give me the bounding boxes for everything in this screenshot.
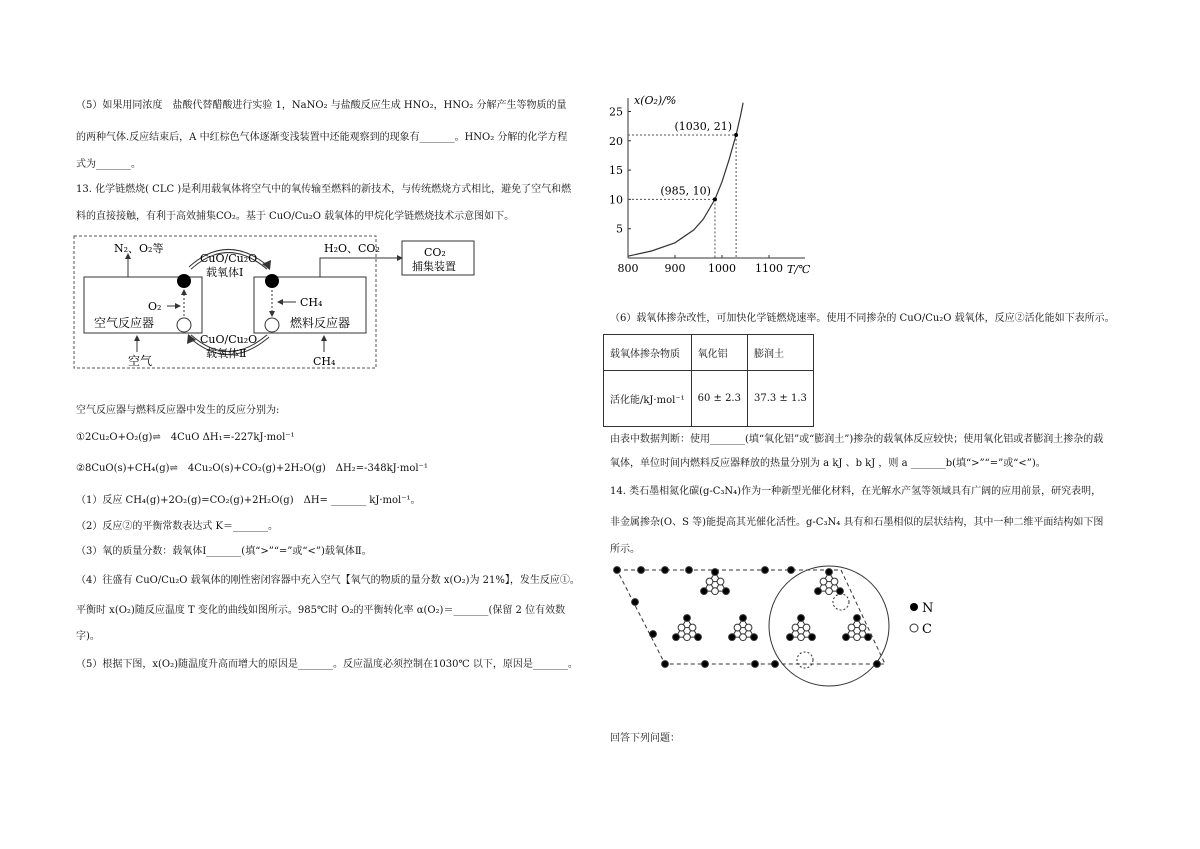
legend-n-label: N bbox=[922, 601, 934, 616]
n-atom bbox=[632, 599, 639, 606]
ch4-label: CH₄ bbox=[313, 355, 336, 368]
clc-diagram bbox=[72, 232, 482, 374]
carrier1-b: 载氧体Ⅰ bbox=[206, 266, 244, 279]
n-atom bbox=[772, 661, 779, 668]
q13-line1: 13. 化学链燃烧( CLC )是利用载氧体将空气中的氧传输至燃料的新技术，与传统燃烧方式相比，避免了空气和燃 bbox=[76, 184, 572, 195]
sub-question-2: （2）反应②的平衡常数表达式 K＝_______。 bbox=[76, 521, 279, 532]
n-atom bbox=[843, 634, 850, 641]
h2o-co2-label: H₂O、CO₂ bbox=[324, 242, 380, 255]
n-atom bbox=[684, 615, 691, 622]
y-tick-label: 25 bbox=[609, 105, 623, 119]
c-atom bbox=[745, 624, 752, 631]
n-atom bbox=[729, 634, 736, 641]
c-atom bbox=[820, 578, 827, 585]
x-axis-label: T/℃ bbox=[787, 263, 811, 276]
c-atom bbox=[689, 624, 696, 631]
c-atom bbox=[740, 634, 747, 641]
data-point bbox=[734, 133, 738, 137]
capture-label: 捕集装置 bbox=[412, 260, 456, 273]
x-tick-label: 800 bbox=[617, 262, 639, 275]
dopant-site-circle-2 bbox=[797, 652, 813, 668]
n-atom bbox=[826, 569, 833, 576]
q14-line2: 非金属掺杂(O、S 等)能提高其光催化活性。g-C₃N₄ 具有和石墨相似的层状结构，其中一种二维平面结构如下图 bbox=[610, 517, 1104, 528]
legend-c-dot bbox=[910, 624, 918, 632]
n-atom bbox=[874, 661, 881, 668]
sub-question-5: （5）根据下图，x(O₂)随温度升高而增大的原因是_______。反应温度必须控制在1030℃ 以下，原因是_______。 bbox=[76, 659, 578, 670]
n-atom bbox=[662, 661, 669, 668]
n-atom bbox=[854, 615, 861, 622]
x-tick-label: 1000 bbox=[708, 262, 736, 275]
c-atom bbox=[684, 634, 691, 641]
fuel-reactor-label: 燃料反应器 bbox=[290, 316, 351, 330]
n-atom bbox=[723, 588, 730, 595]
reaction-2: ②8CuO(s)+CH₄(g)⇌ 4Cu₂O(s)+CO₂(g)+2H₂O(g) ΔH₂=-348kJ·mol⁻¹ bbox=[76, 463, 428, 474]
sub-question-4-line3: 字)。 bbox=[76, 631, 100, 642]
carrier-ball-filled-left bbox=[177, 274, 191, 288]
answer-prompt: 回答下列问题： bbox=[610, 733, 680, 744]
carrier2-b: 载氧体Ⅱ bbox=[206, 347, 247, 360]
air-label: 空气 bbox=[128, 354, 153, 368]
ch4-in-label: CH₄ bbox=[300, 296, 323, 309]
n-atom bbox=[752, 661, 759, 668]
y-tick-label: 10 bbox=[609, 193, 623, 207]
c-atom bbox=[678, 624, 685, 631]
air-reactor-label: 空气反应器 bbox=[94, 316, 155, 330]
table-header-bentonite: 膨润土 bbox=[747, 335, 813, 371]
point-label: (985, 10) bbox=[660, 184, 711, 198]
n-atom bbox=[702, 661, 709, 668]
y-axis-label: x(O₂)/% bbox=[634, 94, 677, 107]
carrier-ball-filled-right bbox=[265, 274, 279, 288]
n-atom bbox=[751, 634, 758, 641]
carrier2-a: CuO/Cu₂O bbox=[200, 333, 258, 346]
table-cell-bentonite: 37.3 ± 1.3 bbox=[747, 371, 813, 427]
c-atom bbox=[792, 624, 799, 631]
c-atom bbox=[848, 624, 855, 631]
q5-line2: 的两种气体.反应结束后，A 中红棕色气体逐渐变浅装置中还能观察到的现象有_______。HNO₂ 分解的化学方程 bbox=[76, 132, 568, 143]
q5-line3: 式为_______。 bbox=[76, 159, 141, 170]
n-atom bbox=[787, 634, 794, 641]
c-atom bbox=[712, 588, 719, 595]
reactions-intro: 空气反应器与燃料反应器中发生的反应分别为: bbox=[76, 405, 280, 416]
q14-line3: 所示。 bbox=[610, 544, 640, 555]
n-atom bbox=[695, 634, 702, 641]
o2-label: O₂ bbox=[148, 300, 162, 313]
n-atom bbox=[673, 634, 680, 641]
n-atom bbox=[712, 569, 719, 576]
n-atom bbox=[837, 588, 844, 595]
n-atom bbox=[815, 588, 822, 595]
y-tick-label: 15 bbox=[609, 164, 623, 178]
legend-c-label: C bbox=[922, 622, 932, 637]
n-atom bbox=[865, 634, 872, 641]
n-atom bbox=[650, 631, 657, 638]
n2o2-label: N₂、O₂等 bbox=[114, 242, 164, 255]
n-atom bbox=[701, 588, 708, 595]
table-header-dopant: 载氧体掺杂物质 bbox=[604, 335, 692, 371]
sub-question-4-line2: 平衡时 x(O₂)随反应温度 T 变化的曲线如图所示。985℃时 O₂的平衡转化率 α(O₂)＝_______(保留 2 位有效数 bbox=[76, 605, 566, 616]
n-atom bbox=[798, 615, 805, 622]
g-c3n4-structure bbox=[605, 562, 945, 707]
n-atom bbox=[740, 615, 747, 622]
sub-question-4-line1: （4）往盛有 CuO/Cu₂O 载氧体的刚性密闭容器中充入空气【氧气的物质的量分数 x(O₂)为 21%】，发生反应①。 bbox=[76, 575, 580, 586]
c-atom bbox=[706, 578, 713, 585]
q14-line1: 14. 类石墨相氮化碳(g-C₃N₄)作为一种新型光催化材料，在光解水产氢等领域具有广阔的应用前景，研究表明， bbox=[610, 486, 1102, 497]
q5-line1: （5）如果用同浓度 盐酸代替醋酸进行实验 1，NaNO₂ 与盐酸反应生成 HNO₂，HNO₂ 分解产生等物质的量 bbox=[76, 100, 567, 111]
n-atom bbox=[809, 634, 816, 641]
sub-question-3: （3）氧的质量分数：载氧体Ⅰ_______(填“>”“=”或“<”)载氧体Ⅱ。 bbox=[76, 546, 372, 557]
c-atom bbox=[734, 624, 741, 631]
x-tick-label: 1100 bbox=[755, 262, 783, 275]
y-tick-label: 5 bbox=[616, 222, 623, 236]
carrier-ball-empty-left bbox=[177, 318, 191, 332]
n-atom bbox=[788, 567, 795, 574]
data-point bbox=[713, 197, 717, 201]
x-tick-label: 900 bbox=[664, 262, 686, 275]
c-atom bbox=[803, 624, 810, 631]
c-atom bbox=[831, 578, 838, 585]
c-atom bbox=[798, 634, 805, 641]
carrier1-a: CuO/Cu₂O bbox=[200, 252, 258, 265]
n-atom bbox=[638, 567, 645, 574]
reaction-1: ①2Cu₂O+O₂(g)⇌ 4CuO ΔH₁=-227kJ·mol⁻¹ bbox=[76, 432, 295, 443]
sub-question-6: （6）载氧体掺杂改性，可加快化学链燃烧速率。使用不同掺杂的 CuO/Cu₂O 载氧体，反应②活化能如下表所示。 bbox=[610, 313, 1115, 324]
point-label: (1030, 21) bbox=[674, 119, 733, 133]
x-o2-temperature-chart bbox=[600, 92, 830, 282]
highlight-circle bbox=[769, 566, 889, 686]
after-table-line1: 由表中数据判断：使用_______(填“氧化铝”或“膨润土”)掺杂的载氧体反应较快；使用氧化铝或者膨润土掺杂的载 bbox=[610, 434, 1104, 445]
q13-line2: 料的直接接触，有利于高效捕集CO₂。基于 CuO/Cu₂O 载氧体的甲烷化学链燃烧技术示意图如下。 bbox=[76, 211, 515, 222]
table-cell-alumina: 60 ± 2.3 bbox=[691, 371, 747, 427]
after-table-line2: 氧体，单位时间内燃料反应器释放的热量分别为 a kJ 、b kJ ，则 a _______b(填“>”“=”或“<”)。 bbox=[610, 458, 1046, 469]
dopant-site-circle-1 bbox=[833, 594, 849, 610]
n-atom bbox=[686, 567, 693, 574]
capture-co2-label: CO₂ bbox=[424, 246, 446, 259]
sub-question-1: （1）反应 CH₄(g)+2O₂(g)=CO₂(g)+2H₂O(g) ΔH= _______ kJ·mol⁻¹。 bbox=[76, 495, 421, 506]
c-atom bbox=[859, 624, 866, 631]
legend-n-dot bbox=[910, 603, 918, 611]
y-tick-label: 20 bbox=[609, 134, 623, 148]
unit-cell-outline bbox=[617, 570, 885, 664]
c-atom bbox=[717, 578, 724, 585]
table-row-label: 活化能/kJ·mol⁻¹ bbox=[604, 371, 692, 427]
n-atom bbox=[762, 567, 769, 574]
n-atom bbox=[614, 567, 621, 574]
table-header-alumina: 氧化铝 bbox=[691, 335, 747, 371]
c-atom bbox=[854, 634, 861, 641]
carrier-ball-empty-right bbox=[265, 318, 279, 332]
activation-energy-table bbox=[603, 334, 814, 427]
n-atom bbox=[662, 567, 669, 574]
c-atom bbox=[826, 588, 833, 595]
